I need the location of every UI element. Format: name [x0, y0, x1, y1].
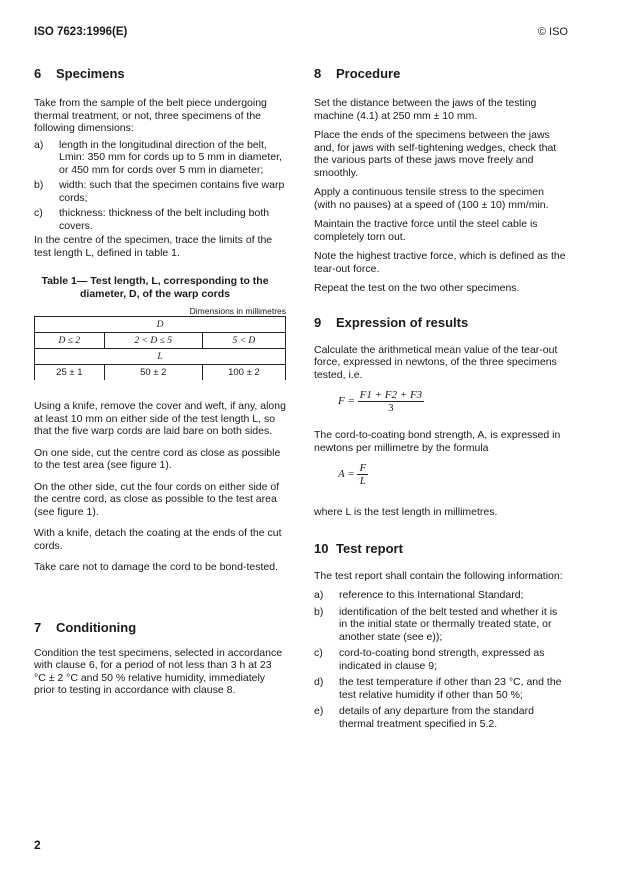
bond-strength-text: The cord-to-coating bond strength, A, is expressed in newtons per millimetre by the formula [314, 429, 561, 454]
section-8-heading: 8 Procedure [314, 66, 401, 81]
section-7-heading: 7 Conditioning [34, 619, 137, 635]
list-item: b) identification of the belt tested and whether it is in the initial state or thermally treated state, or another state (see e)); [314, 605, 558, 643]
dimensions-note: Dimensions in millimetres [189, 306, 286, 316]
table-l-header: L [35, 349, 286, 365]
table-cell: 50 ± 2 [104, 365, 202, 381]
list-item: a) length in the longitudinal direction of the belt, Lmin: 350 mm for cords up to 5 mm in diameter, or 450 mm for cords over 5 mm in diameter; [34, 138, 282, 176]
page-number: 2 [34, 838, 41, 852]
paragraph: Apply a continuous tensile stress to the specimen (with no pauses) at a speed of (100 ± 10) mm/min. [314, 186, 549, 211]
section-9-intro: Calculate the arithmetical mean value of the tear-out force, expressed in newtons, of the three specimens tested, i.e. [314, 343, 558, 381]
test-length-table [34, 316, 286, 380]
paragraph: Note the highest tractive force, which is defined as the tear-out force. [314, 250, 566, 275]
section-6-heading: 6 Specimens [34, 66, 125, 81]
list-item: c) cord-to-coating bond strength, expressed as indicated in clause 9; [314, 647, 545, 672]
table-cell: 5 < D [202, 333, 285, 349]
table-d-header: D [35, 317, 286, 333]
header-publisher: © ISO [537, 26, 568, 38]
paragraph: Using a knife, remove the cover and weft, if any, along at least 10 mm on either side of the test length L, so that the five warp cords are laid bare on both sides. [34, 400, 286, 437]
left-column [34, 66, 286, 697]
section-7-text: Condition the test specimens, selected in accordance with clause 6, for a period of not less than 3 h at 23 °C ± 2 °C and 50 % relative humidity, immediately prior to testing in accordance with clause 8. [34, 646, 283, 696]
section-6-intro: Take from the sample of the belt piece undergoing thermal treatment, or not, three specimens of the following dimensions: [34, 97, 267, 134]
paragraph: Take care not to damage the cord to be bond-tested. [34, 561, 278, 573]
table-1-title: Table 1— Test length, L, corresponding to the diameter, D, of the warp cords [41, 275, 269, 300]
table-cell: D ≤ 2 [35, 333, 105, 349]
paragraph: On the other side, cut the four cords on either side of the centre cord, as close as possible to the test area (see figure 1). [34, 480, 280, 518]
bond-strength-formula: A = $\frac{F}{L}$ [338, 462, 367, 487]
list-item: b) width: such that the specimen contains five warp cords; [34, 179, 285, 204]
paragraph: Set the distance between the jaws of the testing machine (4.1) at 250 mm ± 10 mm. [314, 97, 537, 122]
paragraph: On one side, cut the centre cord as close as possible to the test area (see figure 1). [34, 446, 281, 471]
table-cell: 25 ± 1 [35, 365, 105, 381]
list-item: a) reference to this International Standard; [314, 589, 524, 601]
test-report-list [314, 589, 567, 730]
header-standard-id: ISO 7623:1996(E) [34, 26, 128, 38]
mean-force-formula: F = $\frac{F1 + F2 + F3}{3}$ [338, 389, 423, 414]
paragraph: Repeat the test on the two other specimens. [314, 282, 520, 294]
list-item: c) thickness: thickness of the belt including both covers. [34, 207, 270, 232]
paragraph: With a knife, detach the coating at the ends of the cut cords. [34, 527, 282, 552]
where-text: where L is the test length in millimetres. [314, 506, 498, 518]
trace-limits-text: In the centre of the specimen, trace the limits of the test length L, defined in table 1. [34, 234, 273, 259]
specimen-dimensions-list [34, 139, 286, 233]
paragraph: Place the ends of the specimens between the jaws and, for jaws with self-tightening wedges, check that the various parts of these jaws move freely and smoothly. [314, 129, 557, 179]
section-9-heading: 9 Expression of results [314, 314, 469, 330]
paragraph: Maintain the tractive force until the steel cable is completely torn out. [314, 218, 538, 243]
table-cell: 2 < D ≤ 5 [104, 333, 202, 349]
section-10-intro: The test report shall contain the following information: [314, 569, 563, 582]
section-10-heading: 10 Test report [314, 540, 403, 556]
right-column [314, 66, 567, 730]
list-item: d) the test temperature if other than 23 °C, and the test relative humidity if other than 50 %; [314, 676, 562, 701]
table-cell: 100 ± 2 [202, 365, 285, 381]
list-item: e) details of any departure from the standard thermal treatment specified in 5.2. [314, 705, 534, 730]
